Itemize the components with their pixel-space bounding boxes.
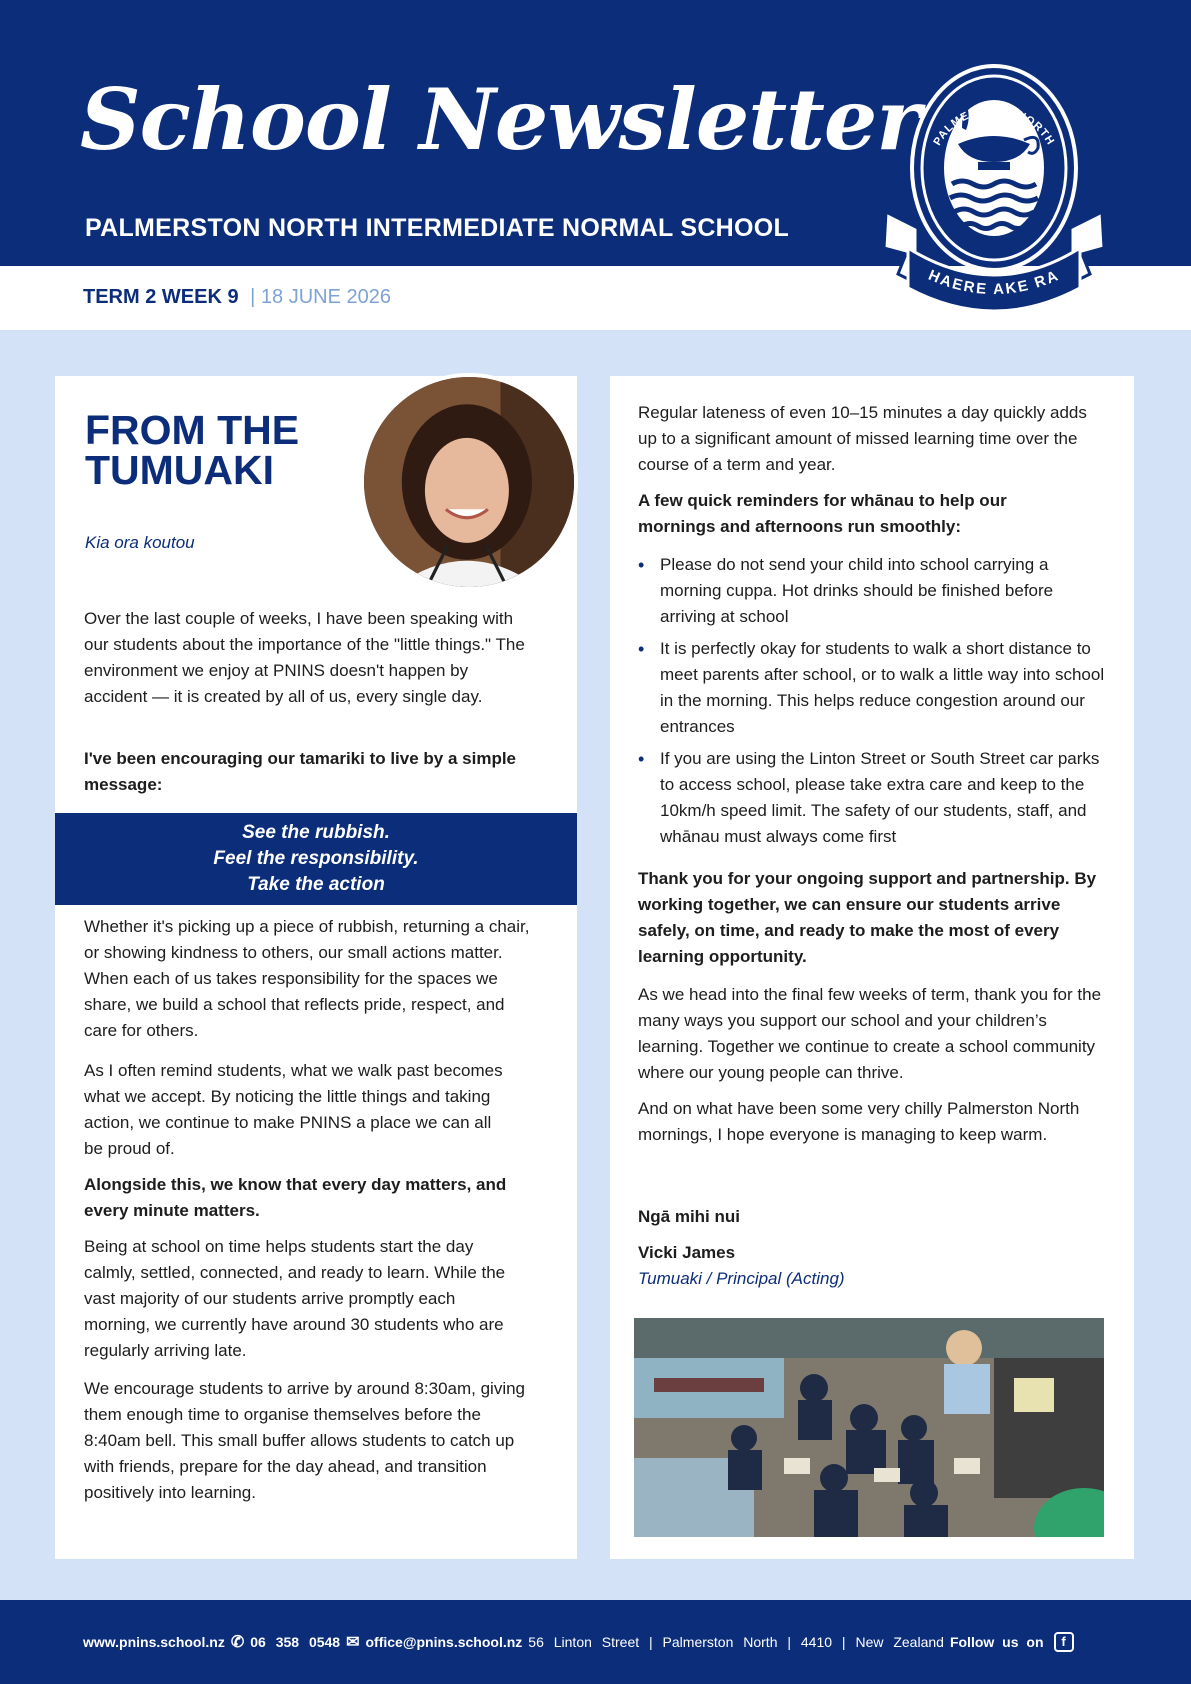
paragraph-every-day-matters: Alongside this, we know that every day matters, and every minute matters. <box>84 1175 507 1220</box>
paragraph-lateness: Regular lateness of even 10–15 minutes a day quickly adds up to a significant amount of missed learning time over the course of a term and year. <box>638 403 1087 474</box>
banner-line-2: Feel the responsibility. <box>213 848 419 869</box>
greeting-text: Kia ora koutou <box>85 533 195 552</box>
footer <box>0 1600 1191 1684</box>
list-item: • It is perfectly okay for students to walk a short distance to meet parents after school, or to walk a little way into school in the morning. This helps reduce congestion around our entrances <box>638 636 1113 740</box>
address: 56 Linton Street | Palmerston North | 4410 | New Zealand <box>528 1634 944 1650</box>
paragraph-final-weeks: As we head into the final few weeks of term, thank you for the many ways you support our school and your children’s learning. Together we continue to create a school community where our young people can thrive. <box>638 985 1102 1082</box>
principal-photo <box>364 377 574 587</box>
list-item: • If you are using the Linton Street or South Street car parks to access school, please take extra care and keep to the 10km/h speed limit. The safety of our students, staff, and whānau must always come first <box>638 746 1113 850</box>
paragraph-arrival-time: We encourage students to arrive by around 8:30am, giving them enough time to organise themselves before the 8:40am bell. This small buffer allows students to catch up with friends, prepare for the day ahead, and transition positively into learning. <box>84 1379 526 1502</box>
banner-line-3: Take the action <box>247 874 385 895</box>
facebook-icon[interactable]: f <box>1054 1632 1074 1652</box>
paragraph-chilly-mornings: And on what have been some very chilly Palmerston North mornings, I hope everyone is managing to keep warm. <box>638 1099 1080 1144</box>
section-heading: FROM THE TUMUAKI <box>85 407 300 493</box>
paragraph-small-actions: Whether it's picking up a piece of rubbish, returning a chair, or showing kindness to others, our small actions matter. When each of us takes responsibility for the spaces we share, we build a school that reflects pride, respect, and care for others. <box>84 917 530 1040</box>
banner-line-1: See the rubbish. <box>242 822 390 843</box>
paragraph-reminders-intro: A few quick reminders for whānau to help our mornings and afternoons run smoothly: <box>638 491 1007 536</box>
paragraph-little-things: Over the last couple of weeks, I have been speaking with our students about the importance of the "little things." The environment we enjoy at PNINS doesn't happen by accident — it is created by all of us, every single day. <box>84 609 525 706</box>
reminders-list <box>638 552 1113 856</box>
contact-line <box>83 1632 1074 1652</box>
message-banner <box>55 813 577 905</box>
issue-date: | 18 JUNE 2026 <box>250 286 391 308</box>
signoff: Ngā mihi nui <box>638 1207 740 1226</box>
principal-name: Vicki James <box>638 1243 736 1262</box>
paragraph-thank-you: Thank you for your ongoing support and partnership. By working together, we can ensure our students arrive safely, on time, and ready to make the most of every learning opportunity. <box>638 869 1097 966</box>
follow-text: Follow us on <box>949 1634 1044 1650</box>
phone-number[interactable]: 06 358 0548 <box>250 1634 341 1650</box>
svg-text:HAERE AKE RA: HAERE AKE RA <box>925 266 1063 299</box>
paragraph-on-time: Being at school on time helps students start the day calmly, settled, connected, and ready to learn. While the vast majority of our students arrive promptly each morning, we currently have around 30 students who are regularly arriving late. <box>84 1237 506 1360</box>
paragraph-simple-message: I've been encouraging our tamariki to live by a simple message: <box>84 749 517 794</box>
school-name: PALMERSTON NORTH INTERMEDIATE NORMAL SCHOOL <box>85 214 790 242</box>
classroom-image <box>634 1318 1104 1537</box>
newsletter-title: School Newsletter <box>80 70 920 169</box>
school-crest-logo <box>878 52 1110 314</box>
svg-text:PALMERSTON NORTH: PALMERSTON NORTH <box>931 103 1057 148</box>
principal-portrait <box>360 373 578 591</box>
term-week: TERM 2 WEEK 9 <box>83 286 239 308</box>
paragraph-walk-past: As I often remind students, what we walk past becomes what we accept. By noticing the little things and taking action, we continue to make PNINS a place we can all be proud of. <box>84 1061 503 1158</box>
email-icon: ✉ <box>346 1634 360 1651</box>
list-item: • Please do not send your child into school carrying a morning cuppa. Hot drinks should be finished before arriving at school <box>638 552 1113 630</box>
issue-info <box>83 286 391 309</box>
email-link[interactable]: office@pnins.school.nz <box>365 1634 523 1650</box>
phone-icon: ✆ <box>230 1634 245 1651</box>
principal-role: Tumuaki / Principal (Acting) <box>638 1269 845 1288</box>
classroom-photo <box>634 1318 1104 1537</box>
website-link[interactable]: www.pnins.school.nz <box>83 1634 225 1650</box>
